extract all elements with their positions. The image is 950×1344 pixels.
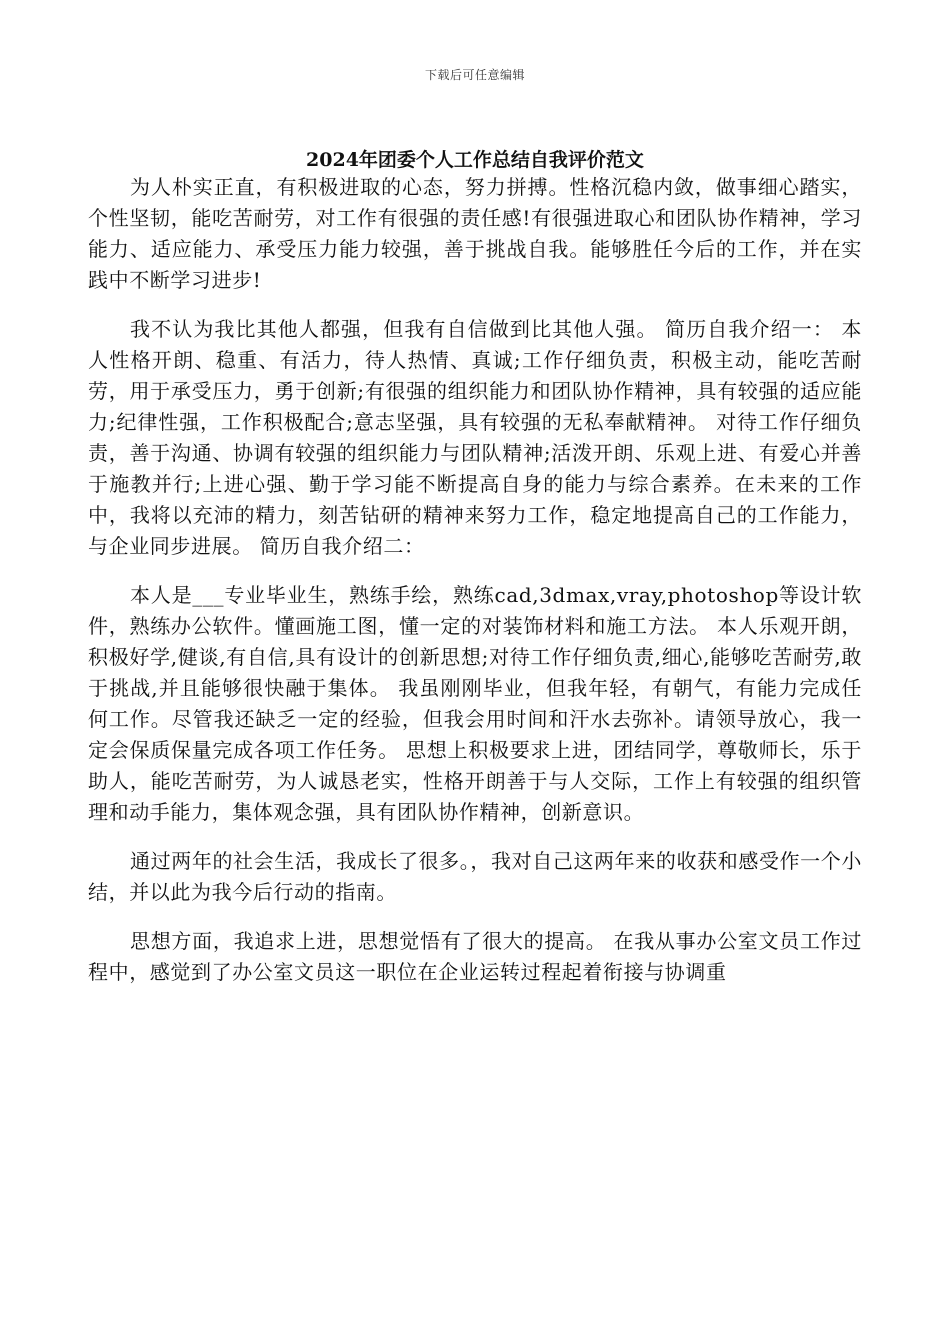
paragraph-5: 思想方面，我追求上进，思想觉悟有了很大的提高。 在我从事办公室文员工作过程中，感觉到了办公室文员这一职位在企业运转过程起着衔接与协调重 [88,929,862,984]
document-body [88,172,862,1006]
paragraph-2: 我不认为我比其他人都强，但我有自信做到比其他人强。 简历自我介绍一： 本人性格开朗、稳重、有活力，待人热情、真诚;工作仔细负责，积极主动，能吃苦耐劳，用于承受压力，勇于创新;有很强的组织能力和团队协作精神，具有较强的适应能力;纪律性强，工作积极配合;意志坚强，具有较强的无私奉献精神。 对待工作仔细负责，善于沟通、协调有较强的组织能力与团队精神;活泼开朗、乐观上进、有爱心并善于施教并行;上进心强、勤于学习能不断提高自身的能力与综合素养。在未来的工作中，我将以充沛的精力，刻苦钻研的精神来努力工作，稳定地提高自己的工作能力，与企业同步进展。 简历自我介绍二： [88,317,862,558]
paragraph-3: 本人是___专业毕业生，熟练手绘，熟练cad,3dmax,vray,photoshop等设计软件，熟练办公软件。懂画施工图，懂一定的对装饰材料和施工方法。 本人乐观开朗，积极好学,健谈,有自信,具有设计的创新思想;对待工作仔细负责,细心,能够吃苦耐劳,敢于挑战,并且能够很快融于集体。 我虽刚刚毕业，但我年轻，有朝气，有能力完成任何工作。尽管我还缺乏一定的经验，但我会用时间和汗水去弥补。请领导放心，我一定会保质保量完成各项工作任务。 思想上积极要求上进，团结同学，尊敬师长，乐于助人，能吃苦耐劳，为人诚恳老实，性格开朗善于与人交际，工作上有较强的组织管理和动手能力，集体观念强，具有团队协作精神，创新意识。 [88,583,862,824]
paragraph-1: 为人朴实正直，有积极进取的心态，努力拼搏。性格沉稳内敛，做事细心踏实，个性坚韧，能吃苦耐劳，对工作有很强的责任感!有很强进取心和团队协作精神，学习能力、适应能力、承受压力能力较强，善于挑战自我。能够胜任今后的工作，并在实践中不断学习进步! [88,175,862,292]
paragraph-4: 通过两年的社会生活，我成长了很多。，我对自己这两年来的收获和感受作一个小结，并以此为我今后行动的指南。 [88,849,862,904]
document-title: 2024年团委个人工作总结自我评价范文 [306,149,644,171]
header-note: 下载后可任意编辑 [424,68,525,82]
